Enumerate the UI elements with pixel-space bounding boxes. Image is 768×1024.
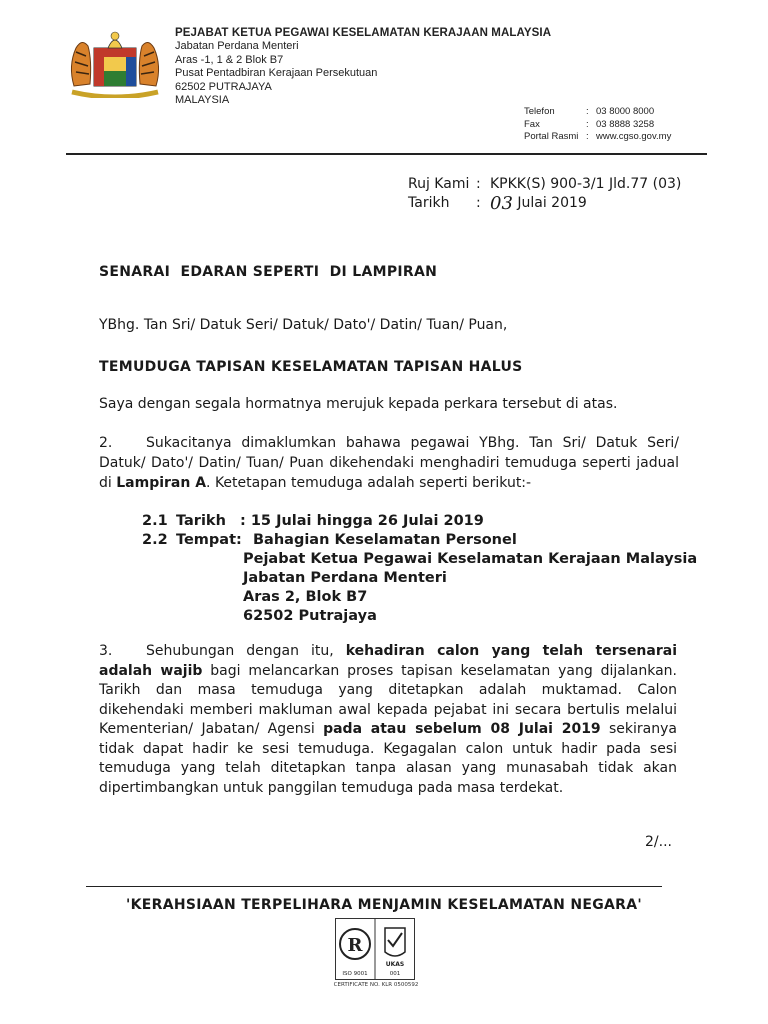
address-line: Pejabat Ketua Pegawai Keselamatan Kerajaan Malaysia — [243, 551, 698, 567]
footer-motto: 'KERAHSIAAN TERPELIHARA MENJAMIN KESELAMATAN NEGARA' — [126, 897, 642, 913]
contact-label: Fax — [524, 118, 540, 130]
contact-value: 03 8888 3258 — [596, 118, 655, 130]
address-line: 62502 Putrajaya — [243, 608, 377, 624]
attachment-reference: Lampiran A — [116, 475, 207, 491]
letterhead-line: 62502 PUTRAJAYA — [175, 80, 272, 93]
item-value: : 15 Julai hingga 26 Julai 2019 — [240, 513, 484, 529]
certificate-number: CERTIFICATE NO. KLR 0500592 — [333, 982, 419, 988]
ukas-code: 001 — [389, 971, 401, 977]
handwritten-day: 03 — [490, 193, 513, 214]
item-label: Tarikh — [176, 513, 226, 529]
iso-label: ISO 9001 — [342, 971, 368, 977]
contact-value: 03 8000 8000 — [596, 106, 655, 117]
interview-details — [142, 512, 697, 626]
paragraph-number: 3. — [99, 643, 113, 659]
contact-row-telefon: Telefon : 03 8000 8000 — [524, 106, 655, 117]
item-number: 2.2 — [142, 532, 168, 548]
address-line: Jabatan Perdana Menteri — [243, 570, 447, 586]
portal-link[interactable]: www.cgso.gov.my — [596, 131, 672, 143]
paragraph-3 — [99, 642, 677, 798]
contact-row-fax: Fax : 03 8888 3258 — [524, 118, 655, 130]
page-continuation: 2/... — [645, 834, 672, 850]
tarikh-label: Tarikh — [408, 195, 450, 211]
letterhead-line: Jabatan Perdana Menteri — [175, 40, 299, 53]
paragraph-2 — [99, 433, 679, 493]
reference-block — [408, 175, 681, 213]
footer-divider — [86, 886, 662, 887]
emphasis-text: kehadiran calon yang telah tersenarai adalah wajib — [99, 643, 678, 679]
paragraph-number: 2. — [99, 435, 113, 451]
contact-info — [524, 106, 671, 144]
letterhead-line: Pusat Pentadbiran Kerajaan Persekutuan — [175, 67, 378, 80]
certification-logos — [335, 918, 415, 980]
organization-name: PEJABAT KETUA PEGAWAI KESELAMATAN KERAJAAN MALAYSIA — [175, 27, 552, 39]
paragraph-text: Sukacitanya dimaklumkan bahawa pegawai YBhg. Tan Sri/ Datuk Seri/ Datuk/ Dato'/ Datin/ Tuan/ Puan dikehendaki menghadiri temuduga seperti jadual di — [99, 435, 679, 491]
contact-row-portal: Portal Rasmi : www.cgso.gov.my — [524, 131, 672, 143]
address-line: Aras 2, Blok B7 — [243, 589, 368, 605]
paragraph-text: sekiranya tidak dapat hadir ke sesi temuduga. Kegagalan calon untuk hadir pada sesi temuduga yang telah ditetapkan tanpa alasan yang munasabah tidak akan dipertimbangkan untuk panggilan temuduga pada masa terdekat. — [99, 721, 677, 796]
letterhead-line: Aras -1, 1 & 2 Blok B7 — [175, 53, 284, 66]
paragraph-1: Saya dengan segala hormatnya merujuk kepada perkara tersebut di atas. — [99, 396, 618, 412]
contact-label: Telefon — [524, 106, 555, 117]
detail-place — [142, 531, 697, 550]
paragraph-text: bagi melancarkan proses tapisan keselamatan yang dijalankan. Tarikh dan masa temuduga yang ditetapkan adalah muktamad. Calon dikehendaki memberi makluman awal kepada pejabat ini secara bertulis melalui Kementerian/ Jabatan/ Agensi — [99, 662, 677, 737]
address-line: Bahagian Keselamatan Personel — [253, 532, 517, 548]
header-divider — [66, 153, 707, 155]
date-row: Tarikh : 03 Julai 2019 — [408, 193, 587, 214]
ukas-label: UKAS — [385, 961, 405, 968]
deadline-text: pada atau sebelum 08 Julai 2019 — [323, 721, 601, 737]
item-number: 2.1 — [142, 513, 168, 529]
paragraph-text: . Ketetapan temuduga adalah seperti berikut:- — [206, 475, 532, 491]
ruj-label: Ruj Kami — [408, 176, 470, 192]
svg-text:R: R — [347, 935, 363, 956]
detail-date — [142, 512, 697, 531]
reference-row: Ruj Kami : KPKK(S) 900-3/1 Jld.77 (03) — [408, 176, 682, 192]
paragraph-text: Sehubungan dengan itu, — [146, 643, 346, 659]
distribution-heading: SENARAI EDARAN SEPERTI DI LAMPIRAN — [99, 264, 438, 280]
contact-label: Portal Rasmi — [524, 131, 579, 143]
subject-heading: TEMUDUGA TAPISAN KESELAMATAN TAPISAN HALUS — [99, 359, 523, 375]
letterhead — [175, 27, 551, 107]
tarikh-month-year: Julai 2019 — [517, 195, 587, 211]
item-label: Tempat: — [176, 532, 242, 548]
coat-of-arms-crest — [64, 26, 166, 98]
ruj-value: KPKK(S) 900-3/1 Jld.77 (03) — [490, 176, 682, 192]
letterhead-line: MALAYSIA — [175, 94, 230, 107]
salutation: YBhg. Tan Sri/ Datuk Seri/ Datuk/ Dato'/ Datin/ Tuan/ Puan, — [99, 317, 508, 333]
